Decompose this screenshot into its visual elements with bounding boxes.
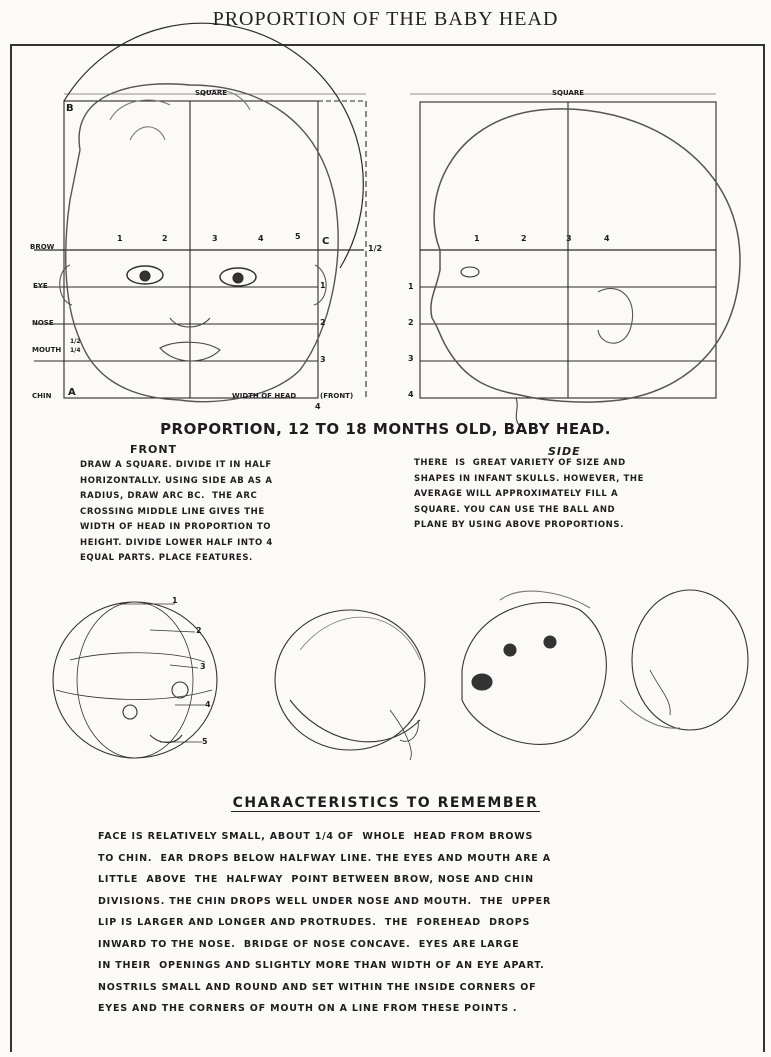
side-left-num: 3 [408, 354, 414, 363]
front-top-num: 2 [162, 234, 168, 243]
corner-b-label: B [66, 103, 74, 114]
front-side-num: 1 [320, 281, 326, 290]
page-title: PROPORTION OF THE BABY HEAD [212, 8, 559, 30]
front-instructions: DRAW A SQUARE. DIVIDE IT IN HALF HORIZONTALLY. USING SIDE AB AS A RADIUS, DRAW ARC BC. THE ARC CROSSING MIDDLE LINE GIVES THE WIDTH OF HEAD IN PROPORTION TO HEIGHT. DIVIDE LOWER HALF INTO 4 EQUAL PARTS. PLACE FEATURES. [80, 460, 273, 563]
mouth-fraction-half: 1/2 [70, 338, 81, 345]
row-label-mouth: MOUTH [32, 346, 62, 354]
front-heading: FRONT [130, 443, 178, 456]
front-proportion-diagram [34, 23, 366, 401]
side-instructions: THERE IS GREAT VARIETY OF SIZE AND SHAPES IN INFANT SKULLS. HOWEVER, THE AVERAGE WILL APPROXIMATELY FILL A SQUARE. YOU CAN USE THE BALL AND PLANE BY USING ABOVE PROPORTIONS. [414, 458, 645, 530]
front-top-num: 4 [258, 234, 264, 243]
front-side-num: 3 [320, 355, 326, 364]
front-side-num: 2 [320, 318, 326, 327]
characteristics-heading-text: CHARACTERISTICS TO REMEMBER [232, 795, 539, 811]
front-top-num: 3 [212, 234, 218, 243]
front-square-label: SQUARE [195, 89, 228, 97]
sketch-row [53, 590, 748, 760]
side-left-num: 1 [408, 282, 414, 291]
front-top-num: 1 [117, 234, 123, 243]
row-label-nose: NOSE [32, 319, 54, 327]
row-label-chin: CHIN [32, 392, 52, 400]
sketch-num: 1 [172, 596, 178, 605]
side-left-num: 4 [408, 390, 414, 399]
side-top-num: 2 [521, 234, 527, 243]
corner-a-label: A [68, 387, 76, 398]
sketch-top-view [275, 610, 425, 760]
front-bottom-num: 4 [315, 402, 321, 411]
row-label-eye: EYE [33, 282, 48, 290]
side-proportion-diagram [410, 94, 740, 426]
front-label: (FRONT) [320, 392, 354, 400]
characteristics-heading [0, 795, 771, 811]
sketch-construction-head [53, 602, 217, 758]
width-of-head-label: WIDTH OF HEAD [232, 392, 297, 400]
side-top-num: 3 [566, 234, 572, 243]
sketch-num: 4 [205, 700, 211, 709]
front-top-num: 5 [295, 232, 301, 241]
corner-c-label: C [322, 236, 330, 247]
sketch-tilted-face [462, 591, 606, 744]
mouth-fraction-quarter: 1/4 [70, 347, 81, 354]
half-label: 1/2 [368, 244, 383, 253]
side-top-num: 4 [604, 234, 610, 243]
side-heading: SIDE [548, 445, 581, 458]
side-top-num: 1 [474, 234, 480, 243]
row-label-brow: BROW [30, 243, 55, 251]
sketch-back-view [620, 590, 748, 730]
side-square-label: SQUARE [552, 89, 585, 97]
sketch-num: 3 [200, 662, 206, 671]
proportion-subtitle: PROPORTION, 12 TO 18 MONTHS OLD, BABY HEAD. [160, 420, 611, 438]
characteristics-text: FACE IS RELATIVELY SMALL, ABOUT 1/4 OF WHOLE HEAD FROM BROWS TO CHIN. EAR DROPS BELOW HALFWAY LINE. THE EYES AND MOUTH ARE A LITTLE ABOVE THE HALFWAY POINT BETWEEN BROW, NOSE AND CHIN DIVISIONS. THE CHIN DROPS WELL UNDER NOSE AND MOUTH. THE UPPER LIP IS LARGER AND LONGER AND PROTRUDES. THE FOREHEAD DROPS INWARD TO THE NOSE. BRIDGE OF NOSE CONCAVE. EYES ARE LARGE IN THEIR OPENINGS AND SLIGHTLY MORE THAN WIDTH OF AN EYE APART. NOSTRILS SMALL AND ROUND AND SET WITHIN THE INSIDE CORNERS OF EYES AND THE CORNERS OF MOUTH ON A LINE FROM THESE POINTS . [98, 831, 552, 1014]
sketch-num: 5 [202, 737, 208, 746]
sketch-num: 2 [196, 626, 202, 635]
side-left-num: 2 [408, 318, 414, 327]
